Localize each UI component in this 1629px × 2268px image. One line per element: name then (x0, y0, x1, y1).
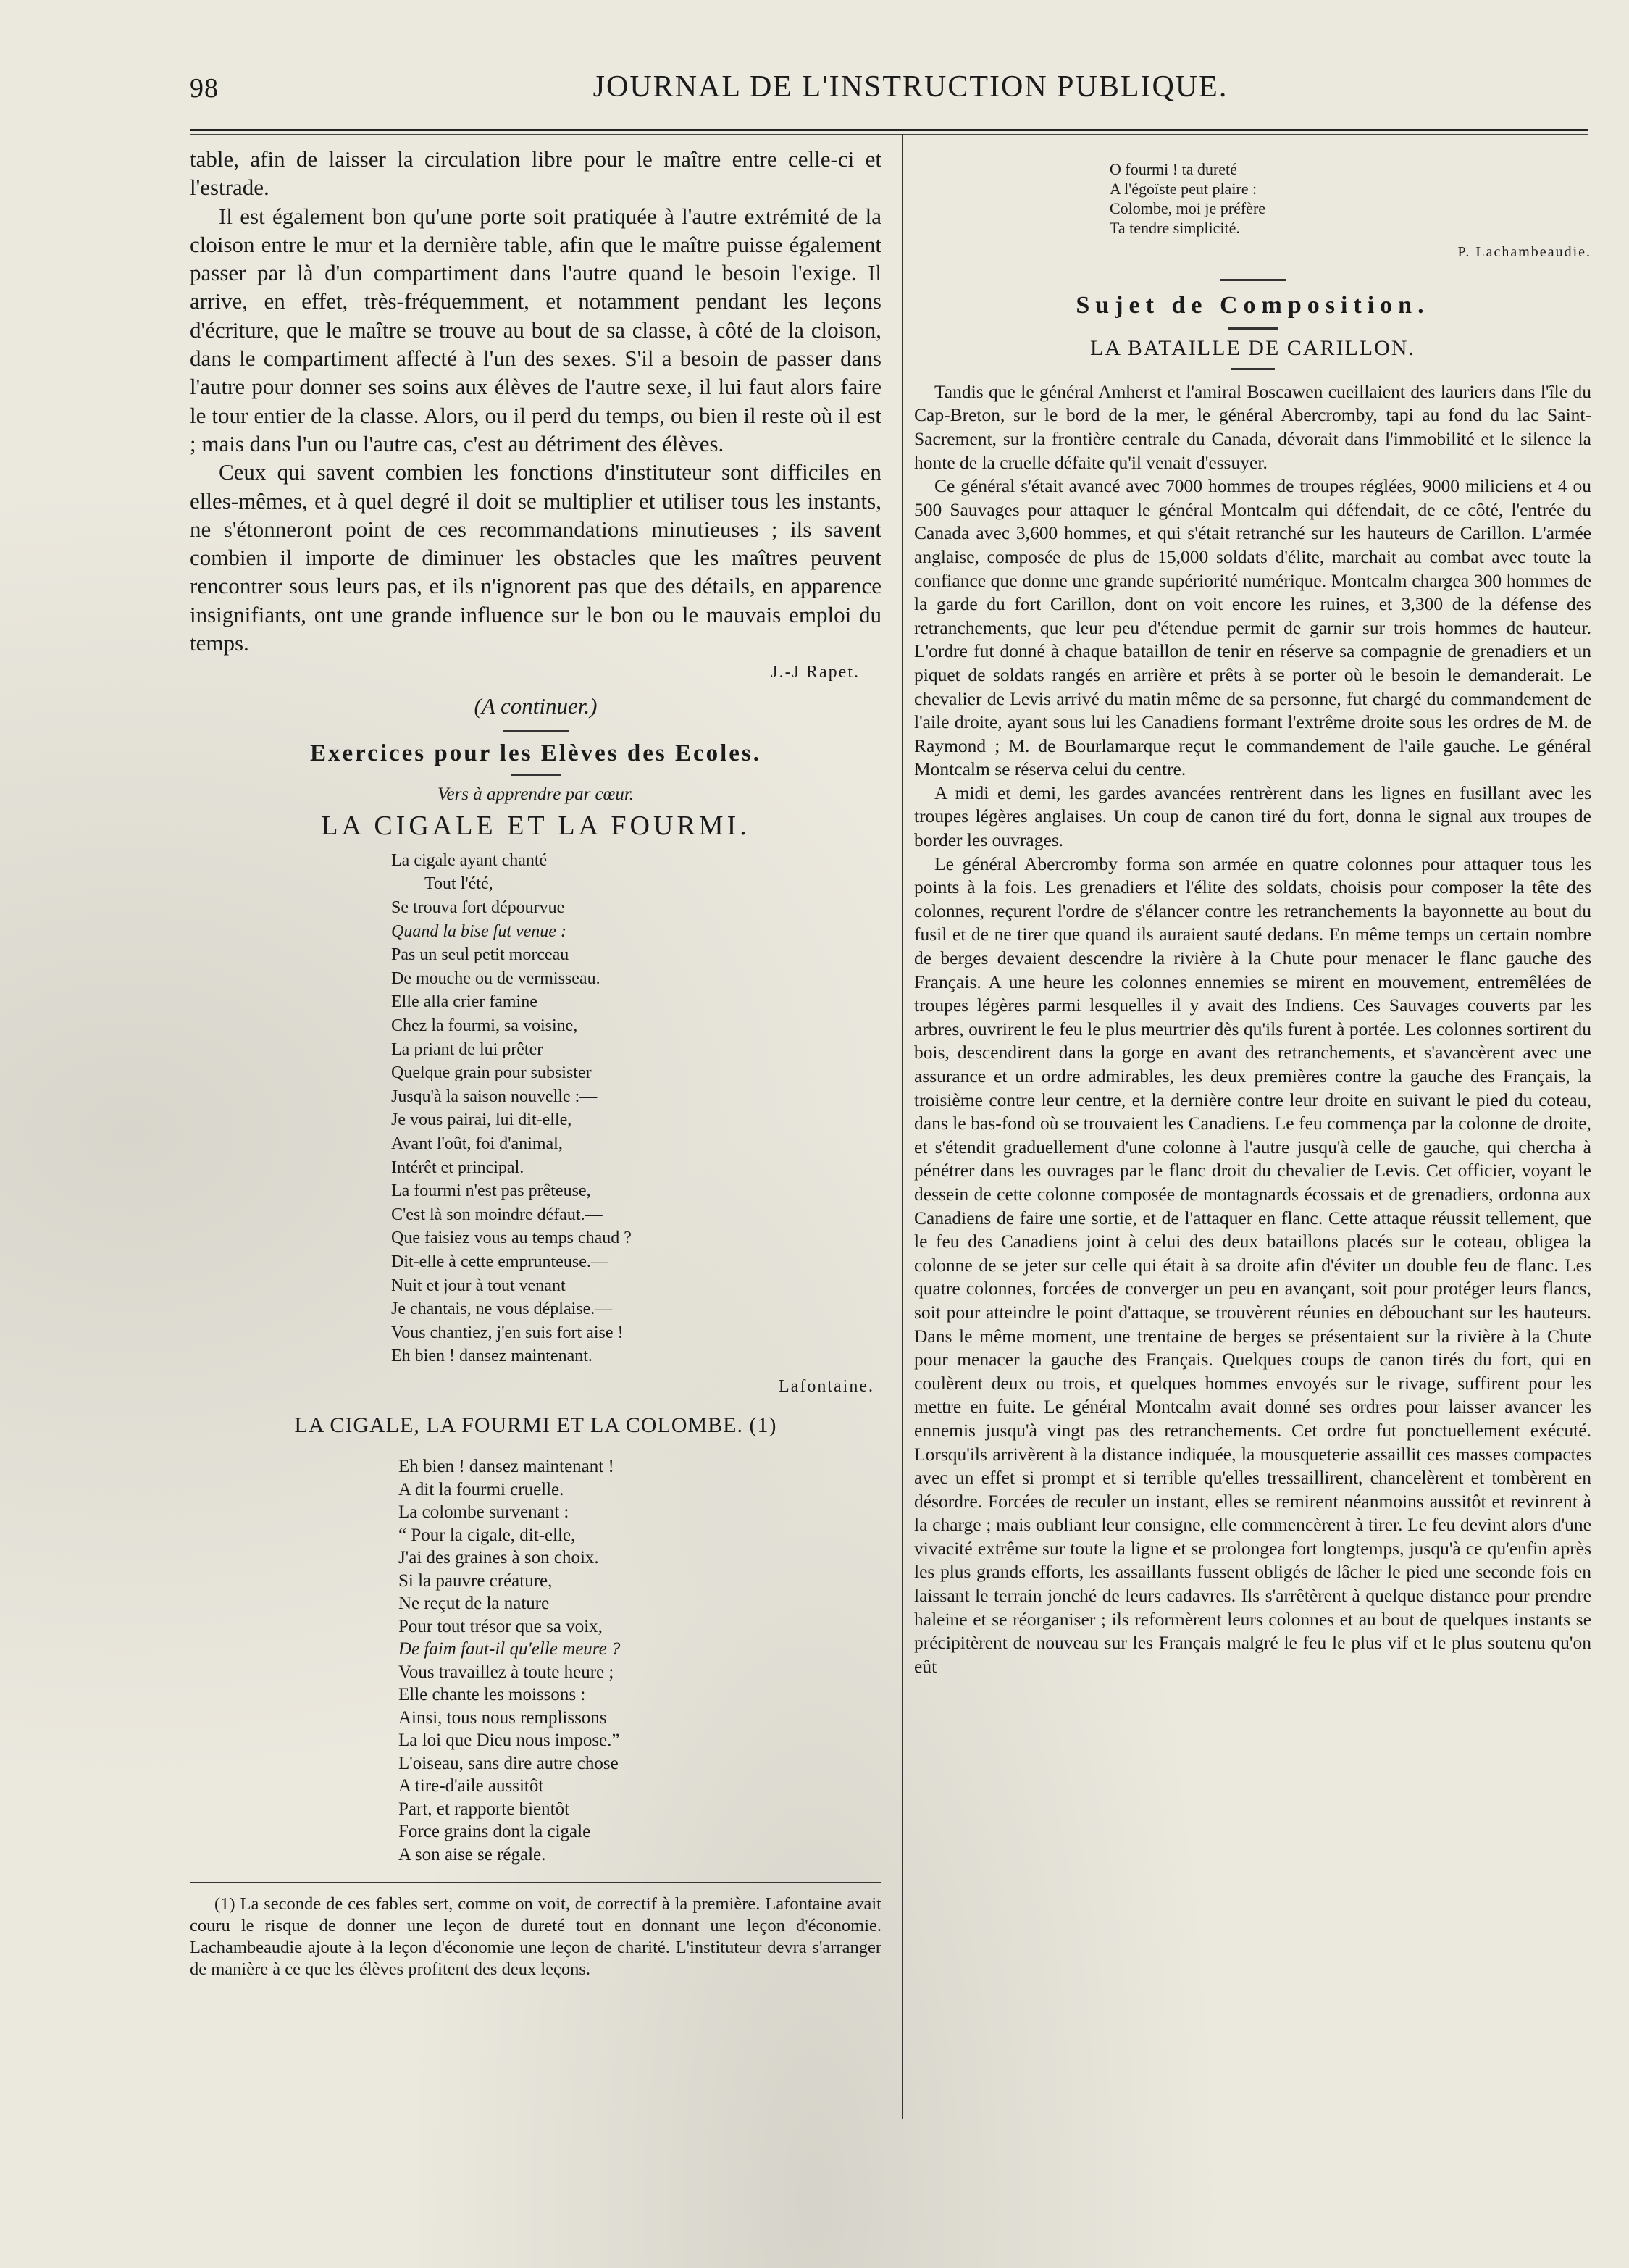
poem-line: Elle alla crier famine (391, 992, 537, 1012)
signature-lafontaine: Lafontaine. (779, 1376, 874, 1396)
poem-line: Dit-elle à cette emprunteuse.— (391, 1252, 608, 1271)
poem-line: A l'égoïste peut plaire : (1110, 180, 1257, 198)
poem-line: O fourmi ! ta dureté (1110, 160, 1237, 178)
poem-line: Jusqu'à la saison nouvelle :— (391, 1087, 598, 1106)
poem-line: L'oiseau, sans dire autre chose (398, 1753, 619, 1773)
poem-line: Si la pauvre créature, (398, 1570, 553, 1591)
article-paragraph: Ce général s'était avancé avec 7000 hommes de troupes réglées, 9000 miliciens et 4 ou 500 Sauvages pour attaquer le général Montcalm qui défendait, de ce côté, l'entrée du Canada avec 3,600 hommes, et qui s'était retranché sur les hauteurs de Carillon. L'armée anglaise, composée de plus de 15,000 soldats d'élite, marchait au combat avec toute la confiance que donne une grande supériorité numérique. Montcalm chargea 300 hommes de la garde du fort Carillon, dont on voit encore les ruines, et 3,300 de la défense des retranchements, que leur peu d'étendue permit de garnir sur trois hommes de hauteur. L'ordre fut donné à chaque bataillon de tenir en réserve sa compagnie de grenadiers et un piquet de soldats rangés en arrière et prêts à se porter où le besoin le demanderait. Le chevalier de Levis arrivé du matin même de sa personne, fut chargé du commandement de l'aile droite, ayant sous lui les Canadiens formant l'extrême droite sous les ordres de M. de Raymond ; M. de Bourlamarque reçut le commandement de l'aile gauche. Le général Montcalm se réserva celui du centre. (914, 475, 1591, 780)
poem-ending (914, 159, 1591, 238)
poem-line: La loi que Dieu nous impose.” (398, 1731, 620, 1751)
paragraph-door: Il est également bon qu'une porte soit pratiquée à l'autre extrémité de la cloison entre le mur et la dernière table, afin que le maître puisse également passer par là d'un compartiment dans l'autre quand le besoin l'exige. Il arrive, en effet, très-fréquemment, et notamment pendant les leçons d'écriture, que le maître se trouve au bout de sa classe, à côté de la cloison, dans le compartiment affecté à l'un des sexes. S'il a besoin de passer dans l'autre pour donner ses soins aux élèves de l'autre sexe, il lui faut alors faire le tour entier de la classe. Alors, ou il perd du temps, ou bien il reste où il est ; mais dans l'un ou l'autre cas, c'est au détriment des élèves. (190, 203, 881, 456)
poem-line: Tout l'été, (424, 874, 493, 894)
page-header (190, 67, 1588, 110)
poem-line: Force grains dont la cigale (398, 1822, 591, 1842)
poem-line: Part, et rapporte bientôt (398, 1799, 570, 1819)
exercises-heading: Exercices pour les Elèves des Ecoles. (309, 740, 762, 766)
poem-line: De faim faut-il qu'elle meure ? (398, 1639, 621, 1660)
poem-line: Vous travaillez à toute heure ; (398, 1662, 614, 1682)
verses-subtitle: Vers à apprendre par cœur. (437, 784, 635, 805)
poem-line: J'ai des graines à son choix. (398, 1548, 599, 1568)
poem-line: Eh bien ! dansez maintenant ! (398, 1457, 614, 1477)
article-paragraph: A midi et demi, les gardes avancées rentrèrent dans les lignes en fusillant avec les troupes légères anglaises. Un coup de canon tiré du fort, donna le signal aux troupes de border les ouvrages. (914, 782, 1591, 851)
poem-line: C'est là son moindre défaut.— (391, 1205, 603, 1224)
right-column (914, 145, 1591, 1678)
column-divider (902, 134, 903, 2119)
poem-title-cigale-fourmi: LA CIGALE ET LA FOURMI. (321, 810, 750, 841)
poem-line: Se trouva fort dépourvue (391, 898, 565, 918)
poem-title-cigale-fourmi-colombe: LA CIGALE, LA FOURMI ET LA COLOMBE. (1) (294, 1413, 777, 1438)
poem-cigale-fourmi (190, 849, 881, 1368)
poem-line: Eh bien ! dansez maintenant. (391, 1347, 592, 1366)
separator-rule (1220, 279, 1286, 281)
poem-line: Colombe, moi je préfère (1110, 199, 1266, 217)
poem-line: De mouche ou de vermisseau. (391, 968, 600, 988)
footnote-rule (190, 1882, 881, 1883)
battle-article (914, 380, 1591, 1679)
poem-line: La fourmi n'est pas prêteuse, (391, 1181, 591, 1201)
poem-line: Quelque grain pour subsister (391, 1063, 592, 1083)
poem-line: Que faisiez vous au temps chaud ? (391, 1229, 632, 1248)
poem-line: Avant l'oût, foi d'animal, (391, 1134, 563, 1153)
poem-line: Chez la fourmi, sa voisine, (391, 1016, 578, 1035)
poem-line: Ne reçut de la nature (398, 1594, 550, 1614)
poem-line: La colombe survenant : (398, 1502, 569, 1523)
poem-line: Je vous pairai, lui dit-elle, (391, 1110, 572, 1130)
poem-line: A son aise se régale. (398, 1844, 546, 1865)
poem-line: La priant de lui prêter (391, 1039, 543, 1059)
poem-line: Intérêt et principal. (391, 1158, 524, 1177)
separator-rule (503, 730, 569, 732)
composition-heading: Sujet de Composition. (1076, 291, 1430, 319)
article-paragraph: Tandis que le général Amherst et l'amiral Boscawen cueillaient des lauriers dans l'île du Cap-Breton, sur le bord de la mer, le général Abercromby, tapi au fond du lac Saint-Sacrement, sur la frontière centrale du Canada, dévorait dans l'immobilité et le silence la honte de la cruelle défaite qu'il venait d'essuyer. (914, 380, 1591, 473)
battle-title: LA BATAILLE DE CARILLON. (1090, 336, 1415, 361)
signature-rapet: J.-J Rapet. (771, 663, 860, 682)
poem-line: Nuit et jour à tout venant (391, 1276, 566, 1295)
poem-line: Ta tendre simplicité. (1110, 219, 1240, 237)
header-rule (190, 129, 1588, 135)
separator-rule (1231, 368, 1275, 370)
poem-cigale-fourmi-colombe (190, 1455, 881, 1866)
poem-line: Je chantais, ne vous déplaise.— (391, 1300, 613, 1319)
paragraph-recommendations: Ceux qui savent combien les fonctions d'instituteur sont difficiles en elles-mêmes, et à quel degré il doit se multiplier et utiliser tous les instants, ne s'étonneront point de ces recommandations minutieuses ; ils savent combien il importe de diminuer les obstacles que les maîtres peuvent rencontrer sous leurs pas, et ils n'ignorent pas que des détails, en apparence insignifiants, ont une grande influence sur le bon ou le mauvais emploi du temps. (190, 459, 881, 656)
journal-title: JOURNAL DE L'INSTRUCTION PUBLIQUE. (592, 70, 1228, 104)
poem-line: A dit la fourmi cruelle. (398, 1479, 564, 1499)
poem-line: Quand la bise fut venue : (391, 921, 566, 941)
signature-lachambeaudie: P. Lachambeaudie. (1457, 244, 1591, 260)
footnote: (1) La seconde de ces fables sert, comme on voit, de correctif à la première. Lafontaine avait couru le risque de donner une leçon de dureté tout en donnant une leçon d'économie. Lachambeaudie ajoute à la leçon d'économie une leçon de charité. L'instituteur devra s'arranger de manière à ce que les élèves profitent des deux leçons. (190, 1894, 881, 1980)
poem-line: “ Pour la cigale, dit-elle, (398, 1525, 576, 1545)
separator-rule (1228, 327, 1278, 330)
page-number: 98 (190, 73, 219, 104)
poem-line: A tire-d'aile aussitôt (398, 1776, 544, 1796)
poem-line: Ainsi, tous nous remplissons (398, 1707, 607, 1728)
to-be-continued: (A continuer.) (474, 692, 598, 719)
poem-line: La cigale ayant chanté (391, 850, 548, 870)
separator-rule (511, 774, 561, 776)
poem-line: Elle chante les moissons : (398, 1685, 586, 1705)
poem-line: Pour tout trésor que sa voix, (398, 1616, 603, 1636)
left-column (190, 145, 881, 1980)
poem-line: Vous chantiez, j'en suis fort aise ! (391, 1323, 624, 1342)
paragraph-continued: table, afin de laisser la circulation libre pour le maître entre celle-ci et l'estrade. (190, 146, 881, 201)
poem-line: Pas un seul petit morceau (391, 945, 569, 965)
article-paragraph: Le général Abercromby forma son armée en quatre colonnes pour attaquer tous les points à la fois. Les grenadiers et l'élite des soldats, choisis pour composer la tête des colonnes, reçurent l'ordre de s'élancer contre les retranchements la bayonnette au bout du fusil et de ne tirer que quand ils auraient sauté dedans. En même temps un certain nombre de berges devaient descendre la rivière à la Chute pour menacer le flanc gauche des Français. A une heure les colonnes ennemies se mirent en mouvement, entremêlées de troupes légères parmi lesquelles il y avait des Indiens. Ces Sauvages couverts par les arbres, ouvrirent le feu le plus meurtrier dès qu'ils furent à portée. Les colonnes sortirent du bois, descendirent dans la gorge en avant des retranchements, et s'avancèrent avec une assurance et un ordre admirables, les deux premières contre la gauche des Français, la troisième contre leur centre, et la dernière contre leur droite en suivant le pied du coteau, dans le bas-fond où se trouvaient les Canadiens. Le feu commença par la colonne de droite, et s'étendit graduellement d'une colonne à l'autre jusqu'à celle de gauche, qui chercha à pénétrer dans les ouvrages par le flanc droit du chevalier de Levis. Cet officier, voyant le dessein de cette colonne composée de montagnards écossais et de grenadiers, ordonna aux Canadiens de faire une sortie, et de l'attaquer en flanc. Cette attaque réussit tellement, que le feu des Canadiens joint à celui des deux bataillons placés sur le coteau, obligea la colonne de se jeter sur celle qui était à sa droite afin d'éviter un double feu de flanc. Les quatre colonnes, forcées de converger un peu en avançant, soit pour protéger leurs flancs, soit pour atteindre le point d'attaque, se trouvèrent réunies en débouchant sur les hauteurs. Dans le même moment, une trentaine de berges se présentaient sur la rivière à la Chute pour menacer la gauche des Français. Quelques coups de canon tirés du fort, qui en coulèrent deux ou trois, et quelques hommes envoyés sur le rivage, suffirent pour les mettre en fuite. Le général Montcalm avait donné ses ordres pour laisser avancer les ennemis jusqu'à vingt pas des retranchements. Cet ordre fut ponctuellement exécuté. Lorsqu'ils arrivèrent à la distance indiquée, la mousqueterie assaillit ces masses compactes avec un effet si prompt et si terrible qu'elles tressaillirent, chancelèrent et tombèrent en désordre. Forcées de reculer un instant, elles se remirent néanmoins aussitôt et revinrent à la charge ; mais oubliant leur consigne, elle commencèrent à tirer. Le feu devint alors d'une vivacité extrême sur toute la ligne et se prolongea fort longtemps, jusqu'à ce qu'enfin après les plus grands efforts, les assaillants fussent obligés de lâcher le pied une seconde fois en laissant le terrain jonché de leurs cadavres. Ils s'arrêtèrent à quelque distance pour prendre haleine et se réorganiser ; ils reformèrent leurs colonnes et au bout de quelques instants se précipitèrent de nouveau sur les Français malgré le feu le plus vif et le plus soutenu qu'on eût (914, 853, 1591, 1677)
